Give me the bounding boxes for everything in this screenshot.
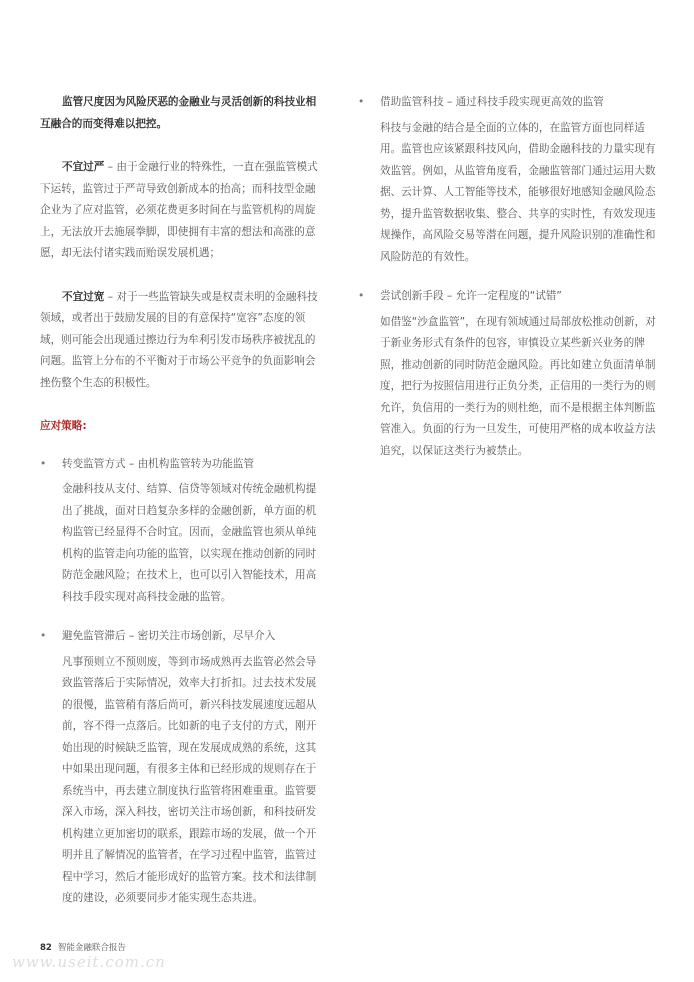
- bullet-body: 凡事预则立不预则废，等到市场成熟再去监管必然会导致监管落后于实际情况，效率大打折扣。过去技术发展的很慢，监管稍有落后尚可，新兴科技发展速度远超从前，容不得一点落后。比如新的电子支付的方式，刚开始出现的时候缺乏监管，现在发展成成熟的系统，这其中如果出现问题，有很多主体和已经形成的规则存在于系统当中，再去建立制度执行监管将困难重重。监管要深入市场，深入科技，密切关注市场创新，和科技研发机构建立更加密切的联系，跟踪市场的发展，做一个开明并且了解情况的监管者，在学习过程中监管，监管过程中学习，然后才能形成好的监管方案。技术和法律制度的建设，必须要同步才能实现生态共进。: [62, 655, 317, 904]
- bullet-body: 如借鉴“沙盒监管”，在现有领域通过局部放松推动创新，对于新业务形式有条件的包容，审慎设立某些新兴业务的牌照，推动创新的同时防范金融风险。再比如建立负面清单制度，把行为按照信用进行正负分类，正信用的一类行为的则允许，负信用的一类行为的则杜绝，而不是根据主体判断监管准入。负面的行为一旦发生，可使用严格的成本收益方法追究，以保证这类行为被禁止。: [380, 315, 656, 457]
- report-title: 智能金融联合报告: [57, 943, 126, 953]
- text-not-too-loose: – 对于一些监管缺失或是权责未明的金融科技领域，或者出于鼓励发展的目的有意保持“宽容”态度的领域，则可能会出现通过擦边行为牟利引发市场秩序被扰乱的问题。监管上分布的不平衡对于市场公平竞争的负面影响会挫伤整个生态的积极性。: [40, 290, 318, 389]
- bullet-title: 避免监管滞后 – 密切关注市场创新，尽早介入: [62, 630, 276, 642]
- text-not-too-strict: – 由于金融行业的特殊性，一直在强监管模式下运转，监管过于严苛导致创新成本的抬高；而科技型金融企业为了应对监管，必须花费更多时间在与监管机构的周旋上，无法放开去施展拳脚，即使拥有丰富的想法和高涨的意愿，却无法付诸实践而贻误发展机遇；: [40, 161, 318, 259]
- bullet-body: 金融科技从支付、结算、信贷等领域对传统金融机构提出了挑战，面对日趋复杂多样的金融创新，单方面的机构监管已经显得不合时宜。因而，金融监管也须从单纯机构的监管走向功能的监管，以实现在推动创新的同时防范金融风险；在技术上，也可以引入智能技术，用高科技手段实现对高科技金融的监管。: [62, 483, 317, 603]
- page-number: 82: [40, 943, 52, 953]
- left-column: [40, 92, 324, 928]
- bullet-dot-icon: •: [40, 630, 47, 642]
- right-column: [358, 92, 656, 480]
- bullet-item: [40, 454, 324, 609]
- bullet-body: 科技与金融的结合是全面的立体的，在监管方面也同样适用。监管也应该紧跟科技风向，借助金融科技的力量实现有效监管。例如，从监管角度看，金融监管部门通过运用大数据、云计算、人工智能等技术，能够很好地感知金融风险态势，提升监管数据收集、整合、共享的实时性，有效发现违规操作，高风险交易等潜在问题，提升风险识别的准确性和风险防范的有效性。: [380, 121, 656, 263]
- bullet-dot-icon: •: [40, 457, 47, 470]
- paragraph-not-too-strict: [40, 157, 324, 265]
- bullet-title: 转变监管方式 – 由机构监管转为功能监管: [62, 457, 255, 470]
- bullet-title: 借助监管科技 – 通过科技手段实现更高效的监管: [380, 96, 604, 108]
- bullet-dot-icon: •: [358, 290, 365, 302]
- bullet-dot-icon: •: [358, 96, 365, 108]
- bullet-item: [40, 626, 324, 910]
- bullet-title: 尝试创新手段 – 允许一定程度的“试错”: [380, 290, 562, 302]
- watermark: www.useit.com.cn: [12, 953, 166, 971]
- paragraph-not-too-loose: [40, 287, 324, 395]
- term-not-too-strict: 不宜过严: [62, 161, 105, 173]
- bullet-item: [358, 92, 656, 268]
- bullet-item: [358, 286, 656, 462]
- term-not-too-loose: 不宜过宽: [62, 290, 105, 303]
- strategy-heading: 应对策略:: [40, 420, 87, 432]
- intro-paragraph: 监管尺度因为风险厌恶的金融业与灵活创新的科技业相互融合的而变得难以把控。: [40, 96, 317, 130]
